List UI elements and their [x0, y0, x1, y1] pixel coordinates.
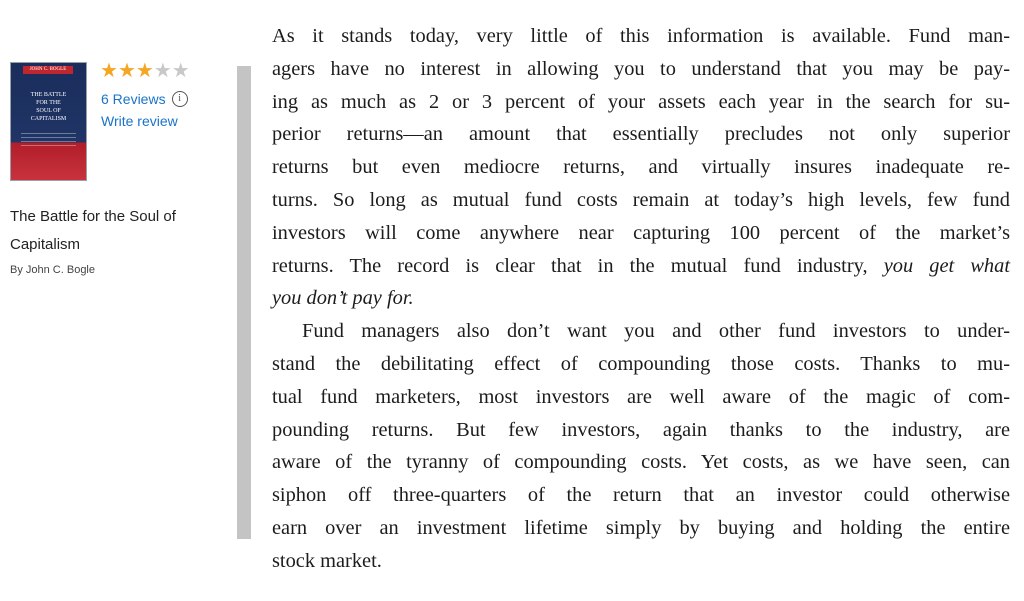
text-line: siphon off three-quarters of the return that an investor could otherwise [272, 484, 1010, 507]
text-line: perior returns—an amount that essentially precludes not only superior [272, 123, 1010, 146]
book-sidebar [0, 0, 236, 601]
book-author: By John C. Bogle [10, 264, 95, 276]
text-line: Fund managers also don’t want you and other fund investors to under- [302, 320, 1010, 343]
text-line: tual fund marketers, most investors are well aware of the magic of com- [272, 385, 1010, 408]
star-filled-icon: ★ [135, 60, 154, 82]
cover-title-line: THE BATTLE [30, 92, 67, 98]
text-line: As it stands today, very little of this information is available. Fund man- [272, 25, 1010, 47]
cover-decoration [21, 133, 76, 149]
text-line: agers have no interest in allowing you to understand that you may be pay- [272, 57, 1010, 80]
text-line: turns. So long as mutual fund costs remain at today’s high levels, few fund [272, 188, 1010, 211]
info-icon[interactable]: i [172, 91, 188, 107]
text-line: stand the debilitating effect of compounding those costs. Thanks to mu- [272, 352, 1010, 375]
cover-title-line: CAPITALISM [30, 116, 67, 122]
star-empty-icon: ★ [171, 60, 190, 82]
reviews-row [101, 90, 188, 108]
text-line: stock market. [272, 549, 382, 572]
text-line: aware of the tyranny of compounding costs. Yet costs, as we have seen, can [272, 451, 1010, 474]
text-line: earn over an investment lifetime simply by buying and holding the entire [272, 516, 1010, 539]
write-review-link[interactable]: Write review [101, 113, 178, 129]
cover-title [17, 91, 80, 123]
reviews-link[interactable]: 6 Reviews [101, 91, 166, 107]
book-cover-image[interactable] [10, 62, 87, 181]
text-line: ing as much as 2 or 3 percent of your assets each year in the search for su- [272, 90, 1010, 113]
book-title-line: The Battle for the Soul of [10, 208, 176, 225]
cover-author-strip: JOHN C. BOGLE [23, 66, 73, 74]
star-empty-icon: ★ [153, 60, 172, 82]
text-line [272, 250, 1010, 283]
book-excerpt [272, 20, 1010, 578]
book-title[interactable] [10, 203, 230, 259]
star-filled-icon: ★ [117, 60, 136, 82]
cover-title-line: FOR THE [36, 100, 61, 106]
scrollbar[interactable] [237, 66, 251, 539]
emphasis-text: you don’t pay for. [272, 287, 414, 310]
book-title-line: Capitalism [10, 236, 81, 253]
text-segment: returns. The record is clear that in the mutual fund industry, [272, 254, 868, 277]
text-line [272, 282, 1010, 315]
text-line: investors will come anywhere near capturing 100 percent of the market’s [272, 221, 1010, 244]
star-rating [100, 60, 190, 82]
emphasis-text: you get what [883, 254, 1010, 277]
star-filled-icon: ★ [100, 60, 118, 82]
text-line: returns but even mediocre returns, and virtually insures inadequate re- [272, 156, 1010, 179]
cover-title-line: SOUL OF [36, 108, 61, 114]
text-line: pounding returns. But few investors, again thanks to the industry, are [272, 418, 1010, 441]
